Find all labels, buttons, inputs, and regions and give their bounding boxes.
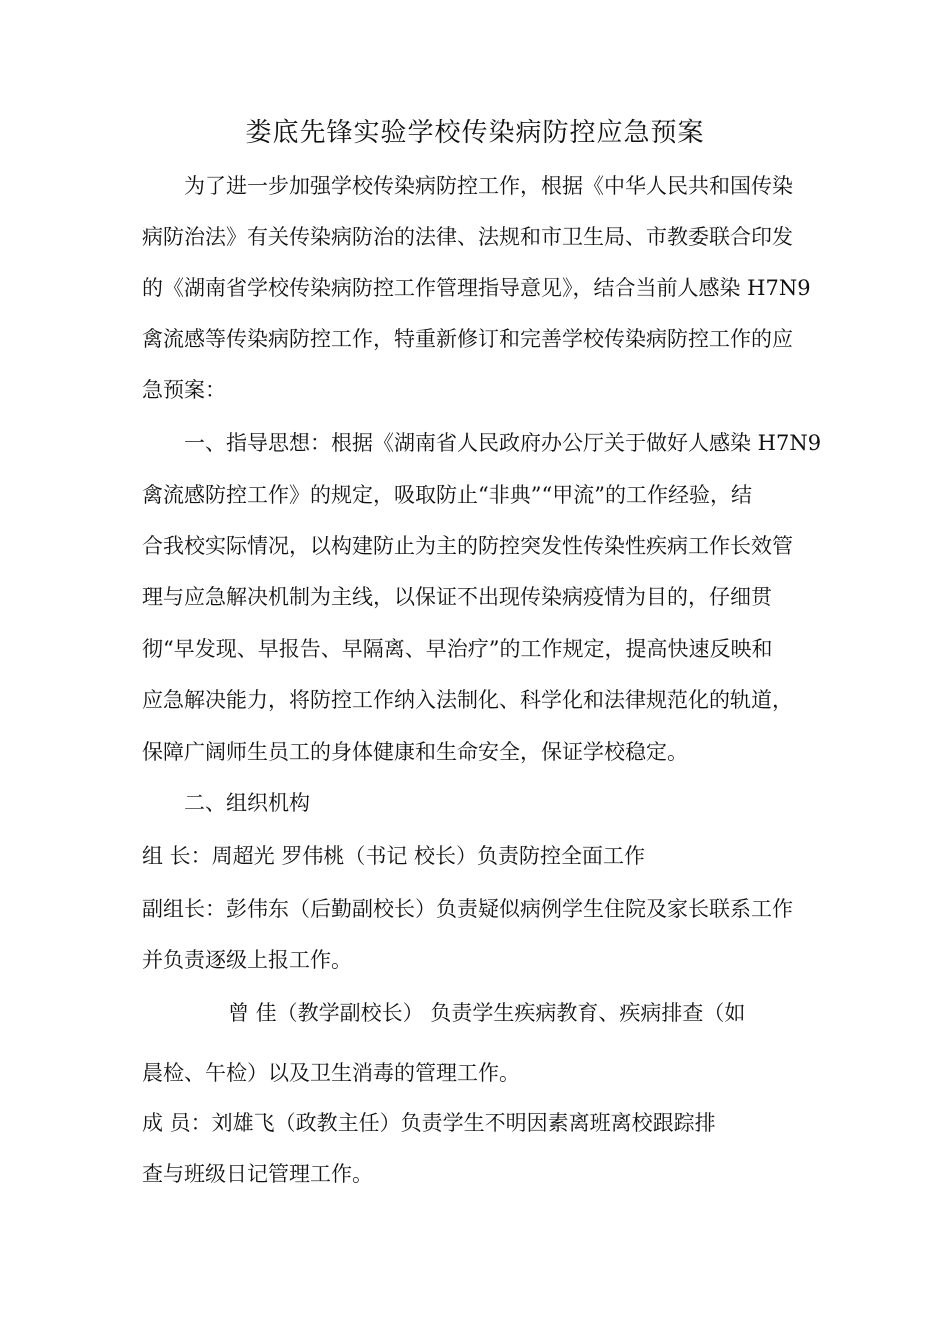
- org-line-leader: 组 长：周超光 罗伟桃（书记 校长）负责防控全面工作: [142, 844, 646, 868]
- org-line-member-cont: 查与班级日记管理工作。: [142, 1162, 373, 1186]
- org-line-deputy-cont: 并负责逐级上报工作。: [142, 948, 352, 972]
- org-line-deputy: 副组长：彭伟东（后勤副校长）负责疑似病例学生住院及家长联系工作: [142, 897, 793, 921]
- section2-heading: 二、组织机构: [184, 791, 310, 815]
- intro-line-2: 病防治法》有关传染病防治的法律、法规和市卫生局、市教委联合印发: [142, 225, 793, 249]
- section1-line-3: 合我校实际情况，以构建防止为主的防控突发性传染性疾病工作长效管: [142, 534, 793, 558]
- intro-line-1: 为了进一步加强学校传染病防控工作，根据《中华人民共和国传染: [184, 174, 793, 198]
- section1-line-7: 保障广阔师生员工的身体健康和生命安全，保证学校稳定。: [142, 740, 688, 764]
- section1-line-1: 一、指导思想：根据《湖南省人民政府办公厅关于做好人感染 H7N9: [184, 431, 822, 455]
- document-title: 娄底先锋实验学校传染病防控应急预案: [245, 118, 705, 148]
- section1-line-2: 禽流感防控工作》的规定，吸取防止“非典”“甲流”的工作经验，结: [142, 483, 752, 507]
- intro-line-3: 的《湖南省学校传染病防控工作管理指导意见》，结合当前人感染 H7N9: [142, 276, 811, 300]
- org-line-member: 成 员：刘雄飞（政教主任）负责学生不明因素离班离校跟踪排: [142, 1111, 716, 1135]
- intro-line-4: 禽流感等传染病防控工作，特重新修订和完善学校传染病防控工作的应: [142, 327, 793, 351]
- org-line-deputy2: 曾 佳（教学副校长） 负责学生疾病教育、疾病排查（如: [228, 1001, 746, 1025]
- section1-line-5: 彻“早发现、早报告、早隔离、早治疗”的工作规定，提高快速反映和: [142, 637, 773, 661]
- intro-line-5: 急预案：: [142, 378, 226, 402]
- org-line-deputy2-cont: 晨检、午检）以及卫生消毒的管理工作。: [142, 1061, 520, 1085]
- section1-line-6: 应急解决能力，将防控工作纳入法制化、科学化和法律规范化的轨道，: [142, 688, 793, 712]
- section1-line-4: 理与应急解决机制为主线，以保证不出现传染病疫情为目的，仔细贯: [142, 585, 772, 609]
